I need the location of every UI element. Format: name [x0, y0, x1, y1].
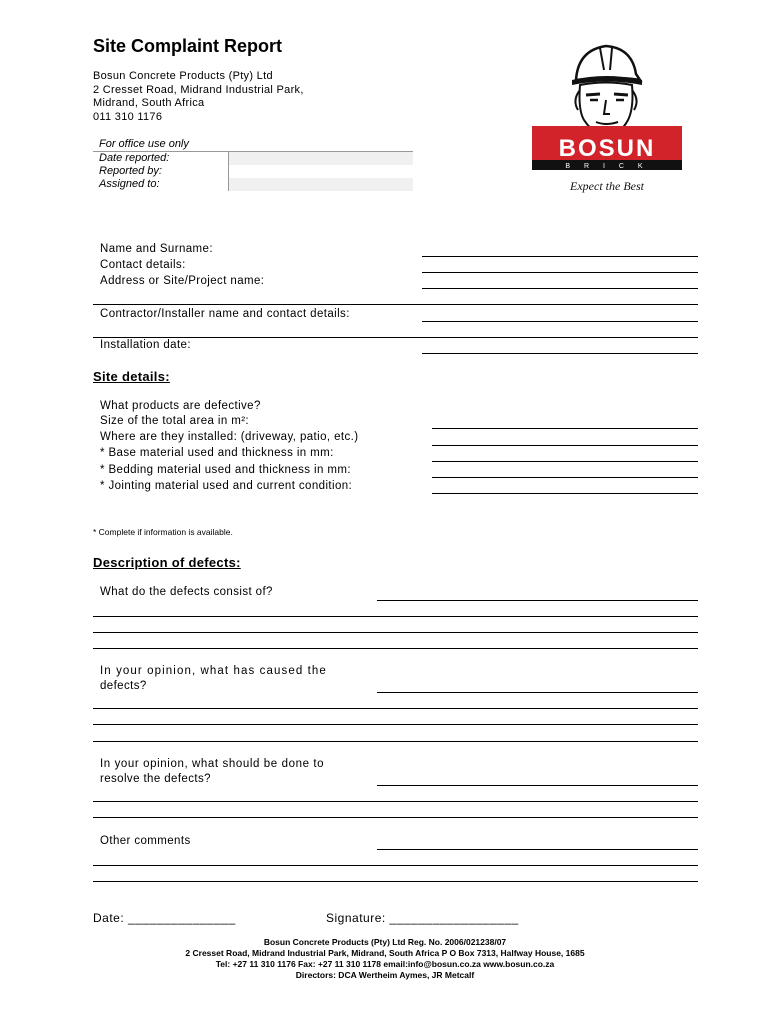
address-line-1: 2 Cresset Road, Midrand Industrial Park, [93, 83, 304, 96]
comments-field-2[interactable] [93, 865, 698, 866]
consist-field[interactable] [377, 600, 698, 601]
company-name: Bosun Concrete Products (Pty) Ltd [93, 70, 273, 82]
caused-field-3[interactable] [93, 724, 698, 725]
size-field[interactable] [432, 428, 698, 429]
footer-line-2: 2 Cresset Road, Midrand Industrial Park, Midrand, South Africa P O Box 7313, Halfway House, 1685 [185, 948, 585, 958]
address-label: Address or Site/Project name: [100, 275, 265, 287]
comments-field-3[interactable] [93, 881, 698, 882]
assigned-to-field[interactable] [229, 178, 413, 191]
caused-label-1: In your opinion, what has caused the [100, 665, 327, 677]
where-label: Where are they installed: (driveway, patio, etc.) [100, 431, 359, 443]
page-title: Site Complaint Report [93, 36, 283, 56]
logo-tagline: Expect the Best [570, 179, 644, 193]
base-label: * Base material used and thickness in mm: [100, 447, 334, 459]
consist-field-2[interactable] [93, 616, 698, 617]
consist-label: What do the defects consist of? [100, 586, 273, 598]
footer [0, 937, 770, 981]
info-note: * Complete if information is available. [93, 527, 233, 537]
jointing-label: * Jointing material used and current condition: [100, 480, 353, 492]
done-label-1: In your opinion, what should be done to [100, 758, 325, 770]
caused-label-2: defects? [100, 680, 147, 692]
address-field[interactable] [422, 288, 698, 289]
contractor-field[interactable] [422, 321, 698, 322]
done-label-2: resolve the defects? [100, 773, 211, 785]
date-reported-field[interactable] [229, 152, 413, 165]
office-header: For office use only [93, 138, 413, 152]
contact-field[interactable] [422, 272, 698, 273]
bedding-field[interactable] [432, 477, 698, 478]
comments-label: Other comments [100, 835, 191, 847]
done-field[interactable] [377, 785, 698, 786]
comments-field[interactable] [377, 849, 698, 850]
reported-by-row: Reported by: [93, 165, 413, 178]
logo-brand: BOSUN [558, 135, 656, 162]
contractor-field-extra[interactable] [93, 337, 698, 338]
footer-line-3: Tel: +27 11 310 1176 Fax: +27 11 310 1178 email:info@bosun.co.za www.bosun.co.za [215, 959, 555, 969]
address-field-extra[interactable] [93, 304, 698, 305]
install-date-field[interactable] [422, 353, 698, 354]
logo-sub: B R I C K [565, 163, 649, 170]
size-label: Size of the total area in m²: [100, 415, 250, 427]
contractor-label: Contractor/Installer name and contact details: [100, 308, 350, 320]
jointing-field[interactable] [432, 493, 698, 494]
bosun-logo [528, 40, 684, 195]
office-divider [228, 151, 229, 191]
date-reported-row: Date reported: [93, 152, 413, 165]
address-line-2: Midrand, South Africa [93, 97, 205, 109]
reported-by-field[interactable] [229, 165, 413, 178]
defective-label: What products are defective? [100, 400, 261, 412]
where-field[interactable] [432, 445, 698, 446]
name-label: Name and Surname: [100, 243, 213, 255]
site-details-heading: Site details: [93, 369, 170, 384]
company-address [93, 70, 304, 124]
contact-label: Contact details: [100, 259, 186, 271]
signature-field[interactable]: Signature: __________________ [326, 911, 519, 925]
caused-field-4[interactable] [93, 741, 698, 742]
consist-field-4[interactable] [93, 648, 698, 649]
caused-field[interactable] [377, 692, 698, 693]
defects-heading: Description of defects: [93, 555, 241, 570]
assigned-to-row: Assigned to: [93, 178, 413, 191]
consist-field-3[interactable] [93, 632, 698, 633]
footer-line-4: Directors: DCA Wertheim Aymes, JR Metcalf [295, 970, 475, 980]
base-field[interactable] [432, 461, 698, 462]
footer-line-1: Bosun Concrete Products (Pty) Ltd Reg. No. 2006/021238/07 [263, 937, 507, 947]
bedding-label: * Bedding material used and thickness in mm: [100, 464, 351, 476]
office-use-table [93, 138, 413, 191]
done-field-3[interactable] [93, 817, 698, 818]
done-field-2[interactable] [93, 801, 698, 802]
date-sign-field[interactable]: Date: _______________ [93, 911, 236, 925]
install-date-label: Installation date: [100, 339, 191, 351]
company-phone: 011 310 1176 [93, 110, 163, 123]
name-field[interactable] [422, 256, 698, 257]
caused-field-2[interactable] [93, 708, 698, 709]
